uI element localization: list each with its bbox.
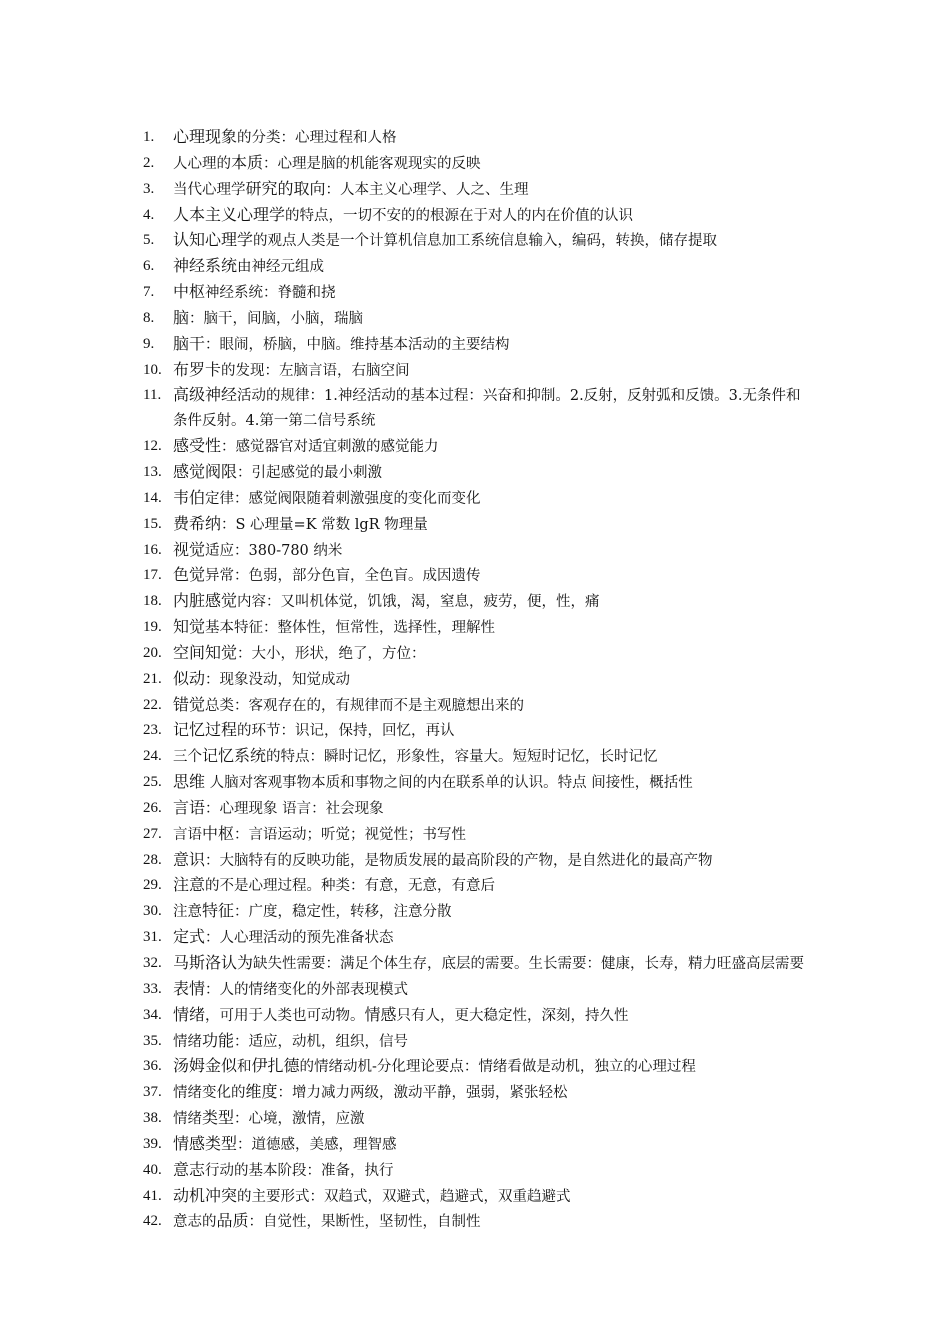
item-text	[173, 512, 811, 538]
item-text	[173, 254, 811, 280]
list-item	[143, 641, 811, 667]
item-text-segment: 只有人，更大稳定性，深刻，持久性	[396, 1007, 629, 1024]
item-number: 12.	[143, 438, 162, 455]
item-text-segment: ：人的情绪变化的外部表现模式	[205, 981, 409, 998]
item-text-segment: 的主要形式：双趋式，双避式，趋避式，双重趋避式	[237, 1188, 571, 1205]
item-text	[173, 203, 811, 229]
item-keyword: 空间知觉	[173, 642, 238, 662]
item-text	[173, 383, 811, 434]
item-number: 20.	[143, 644, 162, 661]
item-text-segment: 意志的	[173, 1214, 217, 1231]
item-keyword: 布罗卡	[173, 359, 222, 379]
item-text	[173, 925, 811, 951]
item-text-segment: 由神经元组成	[237, 259, 325, 276]
list-item	[143, 151, 811, 177]
item-text	[173, 1158, 811, 1184]
item-keyword: 感觉阀限	[173, 461, 238, 481]
item-text-segment: ：大小，形状，绝了，方位：	[237, 645, 426, 662]
list-item	[143, 1184, 811, 1210]
item-number: 17.	[143, 567, 162, 584]
item-number: 38.	[143, 1110, 162, 1127]
item-text-segment: ：广度，稳定性，转移，注意分散	[234, 904, 452, 921]
item-keyword: 注意	[173, 875, 206, 895]
item-text	[173, 1209, 811, 1235]
item-text-segment: 基本特征：整体性，恒常性，选择性，理解性	[205, 620, 496, 637]
item-number: 40.	[143, 1161, 162, 1178]
item-keyword: 感受性	[173, 436, 222, 456]
item-keyword: 费希纳	[173, 513, 222, 533]
item-number: 14.	[143, 489, 162, 506]
item-number: 30.	[143, 903, 162, 920]
item-text-segment: 的不是心理过程。种类：有意，无意，有意后	[205, 878, 496, 895]
item-keyword: 记忆过程	[173, 720, 238, 740]
item-keyword: 错觉	[173, 694, 206, 714]
item-text-segment: ：人本主义心理学、人之、生理	[325, 181, 529, 198]
item-number: 42.	[143, 1213, 162, 1230]
item-text-segment: ：眼闹，桥脑，中脑。维持基本活动的主要结构	[205, 336, 510, 353]
item-text	[173, 589, 811, 615]
list-item	[143, 358, 811, 384]
list-item	[143, 1209, 811, 1235]
item-keyword: 内脏感觉	[173, 591, 238, 611]
item-text	[173, 899, 811, 925]
item-text-segment: 缺失性需要：满足个体生存，底层的需要。生长需要：健康，长寿，精力旺盛高层需要	[253, 956, 805, 972]
item-text-segment: 当代心理学	[173, 181, 246, 198]
list-item	[143, 228, 811, 254]
item-keyword: 意志	[173, 1159, 206, 1179]
item-text-segment: ：现象没动，知觉成动	[205, 671, 351, 688]
item-text	[173, 332, 811, 358]
item-text	[173, 667, 811, 693]
item-text-segment: 神经系统：脊髓和挠	[205, 285, 336, 302]
list-item	[143, 460, 811, 486]
item-text-segment: 活动的规律：1.神经活动的基本过程：兴奋和抑制。2.反射，反射弧和反馈。3.无条件和条件反射。4.第一第二信号系统	[173, 388, 801, 430]
list-item	[143, 951, 811, 977]
item-keyword: 脑干	[173, 333, 206, 353]
list-item	[143, 615, 811, 641]
item-text	[173, 228, 811, 254]
item-text-segment: ：人心理活动的预先准备状态	[205, 930, 394, 947]
item-keyword: 表情	[173, 978, 206, 998]
item-keyword: 言语	[173, 797, 206, 817]
item-text	[173, 615, 811, 641]
item-text-segment: 的特点：瞬时记忆，形象性，容量大。短短时记忆，长时记忆	[266, 749, 658, 766]
list-item	[143, 1106, 811, 1132]
list-item	[143, 1054, 811, 1080]
item-number: 4.	[143, 206, 155, 223]
item-text	[173, 538, 811, 564]
item-text	[173, 1106, 811, 1132]
item-number: 15.	[143, 515, 162, 532]
numbered-list	[143, 125, 811, 1235]
list-item	[143, 899, 811, 925]
item-number: 37.	[143, 1084, 162, 1101]
item-keyword: 韦伯	[173, 487, 206, 507]
list-item	[143, 563, 811, 589]
item-text-segment: ：感觉器官对适宜刺激的感觉能力	[221, 439, 439, 456]
item-keyword: 色觉	[173, 565, 206, 585]
item-text-segment: 的环节：识记，保持，回忆，再认	[237, 723, 455, 740]
item-number: 1.	[143, 129, 155, 145]
item-keyword: 品质	[216, 1211, 249, 1231]
item-number: 21.	[143, 670, 162, 687]
item-keyword: 神经系统	[173, 256, 238, 276]
item-text-segment: ：道德感，美感，理智感	[237, 1136, 397, 1153]
item-text-segment: ：适应，动机，组织，信号	[234, 1033, 409, 1050]
item-number: 34.	[143, 1006, 162, 1023]
item-keyword: 意识	[173, 849, 206, 869]
item-text	[173, 1132, 811, 1158]
item-number: 10.	[143, 361, 162, 378]
list-item	[143, 848, 811, 874]
item-keyword: 中枢	[202, 823, 235, 843]
list-item	[143, 254, 811, 280]
list-item	[143, 693, 811, 719]
item-text-segment: ：言语运动；听觉；视觉性；书写性	[234, 826, 467, 843]
item-text-segment: ：心理现象 语言：社会现象	[205, 800, 384, 817]
item-text-segment: 定律：感觉阀限随着刺激强度的变化而变化	[205, 490, 481, 507]
item-keyword: 心理现象	[173, 127, 238, 146]
item-text	[173, 693, 811, 719]
item-text-segment: 和	[237, 1059, 252, 1076]
item-keyword: 中枢	[173, 282, 206, 302]
list-item	[143, 1029, 811, 1055]
item-keyword: 研究的取向	[245, 178, 326, 198]
item-number: 5.	[143, 232, 155, 249]
list-item	[143, 280, 811, 306]
item-text-segment: 三个	[173, 749, 202, 766]
item-text	[173, 280, 811, 306]
item-text-segment: 适应：380-780 纳米	[205, 542, 343, 559]
item-keyword: 伊扎德	[251, 1056, 300, 1076]
list-item	[143, 744, 811, 770]
item-text	[173, 358, 811, 384]
item-number: 28.	[143, 851, 162, 868]
item-text-segment: 情绪	[173, 1033, 202, 1050]
item-text-segment: 的发现：左脑言语，右脑空间	[221, 362, 410, 379]
item-number: 22.	[143, 696, 162, 713]
item-keyword: 维度	[245, 1082, 278, 1102]
item-keyword: 汤姆金似	[173, 1056, 238, 1076]
item-number: 19.	[143, 619, 162, 636]
item-keyword: 脑	[173, 307, 190, 327]
item-text	[173, 1029, 811, 1055]
item-text	[173, 796, 811, 822]
item-number: 7.	[143, 284, 155, 301]
item-keyword: 思维	[173, 772, 206, 792]
item-text	[173, 641, 811, 667]
item-text	[173, 718, 811, 744]
item-text	[173, 563, 811, 589]
item-number: 18.	[143, 593, 162, 610]
item-text	[173, 151, 811, 177]
item-text	[173, 951, 811, 977]
list-item	[143, 822, 811, 848]
item-number: 11.	[143, 387, 162, 404]
item-number: 8.	[143, 309, 155, 326]
item-text-segment: 的情绪动机-分化理论要点：情绪看做是动机，独立的心理过程	[299, 1059, 696, 1076]
item-keyword: 高级神经	[173, 385, 238, 405]
item-keyword: 定式	[173, 927, 206, 947]
list-item	[143, 332, 811, 358]
item-keyword: 记忆系统	[202, 746, 267, 766]
item-text	[173, 977, 811, 1003]
item-text-segment: 人心理的	[173, 155, 231, 172]
item-text-segment: ：引起感觉的最小刺激	[237, 464, 383, 481]
item-number: 9.	[143, 335, 155, 352]
list-item	[143, 1158, 811, 1184]
list-item	[143, 589, 811, 615]
item-text-segment: ：心理是脑的机能客观现实的反映	[263, 155, 481, 172]
item-text-segment: 总类：客观存在的，有规律而不是主观臆想出来的	[205, 697, 525, 714]
item-number: 2.	[143, 154, 155, 171]
item-keyword: 知觉	[173, 617, 206, 637]
item-text-segment: 注意	[173, 904, 202, 921]
item-text	[173, 873, 811, 899]
item-keyword: 功能	[202, 1030, 235, 1050]
item-number: 41.	[143, 1187, 162, 1204]
item-text-segment: 的分类：心理过程和人格	[237, 130, 397, 146]
item-keyword: 马斯洛认为	[173, 953, 254, 972]
list-item	[143, 1080, 811, 1106]
item-text-segment: ：自觉性，果断性，坚韧性，自制性	[248, 1214, 481, 1231]
item-number: 27.	[143, 825, 162, 842]
list-item	[143, 1003, 811, 1029]
list-item	[143, 925, 811, 951]
item-text	[173, 306, 811, 332]
item-text	[173, 822, 811, 848]
item-keyword: 似动	[173, 668, 206, 688]
item-text	[173, 1184, 811, 1210]
item-text-segment: 情绪变化的	[173, 1085, 246, 1102]
item-keyword: 类型	[202, 1108, 235, 1128]
item-text	[173, 1080, 811, 1106]
list-item	[143, 770, 811, 796]
item-number: 3.	[143, 180, 155, 197]
item-text	[173, 744, 811, 770]
item-text-segment: 情绪	[173, 1111, 202, 1128]
item-text	[173, 434, 811, 460]
item-text-segment: 异常：色弱，部分色盲，全色盲。成因遗传	[205, 568, 481, 585]
item-text-segment: ，可用于人类也可动物。	[205, 1007, 365, 1024]
item-text	[173, 1054, 811, 1080]
item-text-segment: ：增力减力两级，激动平静，强弱，紧张轻松	[277, 1085, 568, 1102]
list-item	[143, 977, 811, 1003]
item-number: 26.	[143, 799, 162, 816]
item-text-segment: 言语	[173, 826, 202, 843]
list-item	[143, 486, 811, 512]
item-number: 31.	[143, 929, 162, 946]
item-keyword: 情感类型	[173, 1133, 238, 1153]
item-number: 29.	[143, 877, 162, 894]
item-number: 6.	[143, 258, 155, 275]
list-item	[143, 538, 811, 564]
list-item	[143, 718, 811, 744]
list-item	[143, 434, 811, 460]
list-item	[143, 873, 811, 899]
item-number: 24.	[143, 748, 162, 765]
item-text	[173, 460, 811, 486]
item-text	[173, 848, 811, 874]
item-number: 23.	[143, 722, 162, 739]
item-text-segment: 的观点人类是一个计算机信息加工系统信息输入，编码，转换，储存提取	[253, 233, 718, 250]
item-keyword: 视觉	[173, 539, 206, 559]
list-item	[143, 177, 811, 203]
item-text-segment: ：心境，激情，应激	[234, 1111, 365, 1128]
item-number: 16.	[143, 541, 162, 558]
item-keyword: 本质	[231, 152, 264, 172]
item-keyword: 认知心理学	[173, 230, 254, 250]
item-number: 35.	[143, 1032, 162, 1049]
item-text	[173, 177, 811, 203]
item-keyword: 情感	[364, 1004, 397, 1024]
item-text-segment: 内容：又叫机体觉，饥饿，渴，窒息，疲劳，便，性，痛	[237, 594, 600, 611]
list-item	[143, 667, 811, 693]
list-item	[143, 306, 811, 332]
item-keyword: 特征	[202, 901, 235, 921]
list-item	[143, 125, 811, 151]
item-keyword: 情绪	[173, 1004, 206, 1024]
item-keyword: 动机冲突	[173, 1185, 238, 1205]
item-text	[173, 1003, 811, 1029]
item-number: 25.	[143, 774, 162, 791]
list-item	[143, 1132, 811, 1158]
item-number: 36.	[143, 1058, 162, 1075]
list-item	[143, 512, 811, 538]
item-text-segment: ：大脑特有的反映功能，是物质发展的最高阶段的产物，是自然进化的最高产物	[205, 852, 713, 869]
item-text	[173, 125, 811, 151]
list-item	[143, 203, 811, 229]
item-number: 33.	[143, 980, 162, 997]
item-number: 39.	[143, 1135, 162, 1152]
item-number: 32.	[143, 955, 162, 971]
list-item	[143, 796, 811, 822]
item-text	[173, 486, 811, 512]
item-text-segment: 行动的基本阶段：准备，执行	[205, 1162, 394, 1179]
item-text-segment: ：脑干，间脑，小脑，瑞脑	[189, 310, 364, 327]
item-number: 13.	[143, 463, 162, 480]
item-text	[173, 770, 811, 796]
item-text-segment: ：S 心理量=K 常数 lgR 物理量	[221, 516, 428, 533]
item-text-segment: 人脑对客观事物本质和事物之间的内在联系单的认识。特点 间接性，概括性	[205, 775, 693, 792]
item-text-segment: 的特点，一切不安的的根源在于对人的内在价值的认识	[285, 207, 634, 224]
list-item	[143, 383, 811, 434]
item-keyword: 人本主义心理学	[173, 204, 286, 224]
